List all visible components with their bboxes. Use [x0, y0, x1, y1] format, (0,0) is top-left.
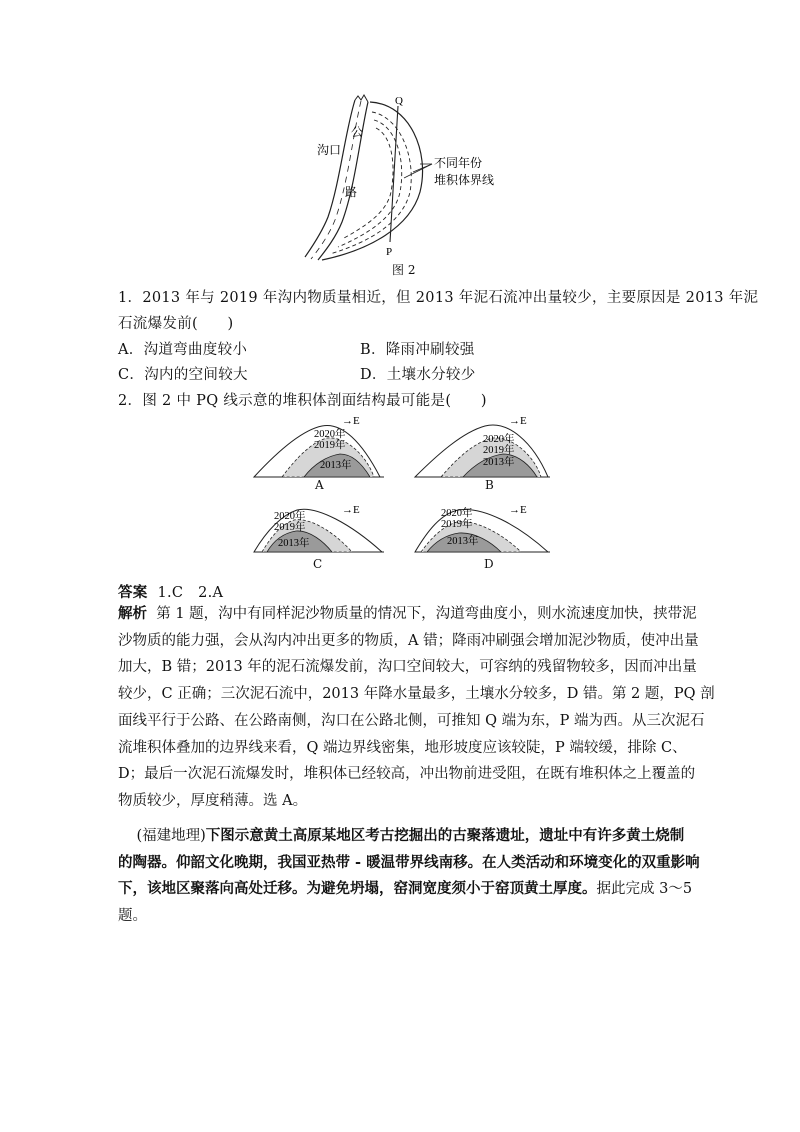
label-p: P [386, 246, 393, 258]
profile-a-letter: A [315, 478, 324, 492]
analysis-line: 流堆积体叠加的边界线来看，Q 端边界线密集，地形坡度应该较陡，P 端较缓，排除 C、 [118, 739, 687, 756]
analysis-line: 解析 第 1 题，沟中有同样泥沙物质量的情况下，沟道弯曲度小，则水流速度加快，挟带泥 [118, 605, 697, 622]
deposit-boundary-2020 [330, 112, 411, 254]
profile-c-year-2019: 2019年 [274, 522, 306, 533]
road-edge-left [305, 100, 358, 257]
label-road-2: 路 [345, 185, 358, 199]
q2-stem: 2．图 2 中 PQ 线示意的堆积体剖面结构最可能是( ) [118, 393, 487, 409]
profile-a-year-2019: 2019年 [314, 440, 346, 451]
label-boundary-2: 堆积体界线 [434, 173, 495, 187]
profile-d-arrow: →E [509, 504, 527, 516]
boundary-pointer-3 [404, 164, 432, 178]
label-road-1: 公 [351, 125, 364, 139]
profile-d-year-2013: 2013年 [447, 536, 479, 547]
analysis-label: 解析 [118, 605, 147, 622]
figure-2-debris-flow-map [300, 92, 520, 264]
label-q: Q [395, 95, 403, 107]
profile-d-year-2019: 2019年 [441, 519, 473, 530]
profile-d-year-2020: 2020年 [441, 508, 473, 519]
pq-line [390, 106, 398, 242]
profile-b-letter: B [485, 478, 494, 492]
profile-d [413, 500, 553, 558]
analysis-line: 加大，B 错；2013 年的泥石流爆发前，沟口空间较大，可容纳的残留物较多，因而冲出量 [118, 659, 697, 676]
q1-stem-line2: 石流爆发前( ) [118, 316, 234, 332]
q1-stem-line1: 1．2013 年与 2019 年沟内物质量相近，但 2013 年泥石流冲出量较少，主要原因是 2013 年泥 [118, 290, 759, 306]
label-boundary-1: 不同年份 [434, 156, 483, 170]
analysis-line: 物质较少，厚度稍薄。选 A。 [118, 792, 308, 809]
analysis-line: 面线平行于公路、在公路南侧，沟口在公路北侧，可推知 Q 端为东，P 端为西。从三次泥石 [118, 712, 705, 729]
road-top-break [355, 95, 368, 102]
analysis-line: 较少，C 正确；三次泥石流中，2013 年降水量最多，土壤水分较多，D 错。第 2 题，PQ 剖 [118, 686, 715, 703]
deposit-boundary-2019 [338, 120, 402, 247]
answer-line [118, 581, 223, 602]
q1-option-c: C．沟内的空间较大 [118, 367, 248, 383]
next-intro-block [118, 823, 700, 930]
answer-text: 1.C 2.A [157, 585, 224, 601]
label-gully-mouth: 沟口 [317, 143, 342, 157]
figure-2-caption: 图 2 [392, 263, 416, 277]
profile-c-letter: C [313, 557, 323, 571]
q1-option-b: B．降雨冲刷较强 [360, 342, 475, 358]
analysis-line: D；最后一次泥石流爆发时，堆积体已经较高，冲出物前进受阻，在既有堆积体之上覆盖的 [118, 766, 696, 783]
profile-c [252, 500, 387, 558]
profile-b-year-2019: 2019年 [483, 445, 515, 456]
next-intro-line: 题。 [118, 908, 147, 925]
q1-option-d: D．土壤水分较少 [360, 367, 476, 383]
next-intro-line: 下，该地区聚落向高处迁移。为避免坍塌，窑洞宽度须小于窑顶黄土厚度。据此完成 3～5 [118, 880, 693, 898]
analysis-line: 沙物质的能力强，会从沟内冲出更多的物质，A 错；降雨冲刷强会增加泥沙物质，使冲出量 [118, 632, 699, 649]
next-intro-line: 的陶器。仰韶文化晚期，我国亚热带 - 暖温带界线南移。在人类活动和环境变化的双重影响 [118, 853, 700, 871]
analysis-block [118, 601, 715, 815]
profile-c-year-2020: 2020年 [274, 511, 306, 522]
profile-b-year-2020: 2020年 [483, 434, 515, 445]
profile-b [413, 412, 553, 490]
answer-label: 答案 [118, 584, 148, 601]
profile-b-year-2013: 2013年 [483, 457, 515, 468]
next-intro-line: (福建地理)下图示意黄土高原某地区考古挖掘出的古聚落遗址，遗址中有许多黄土烧制 [136, 827, 685, 844]
profile-c-arrow: →E [342, 504, 360, 516]
profile-a-arrow: →E [342, 415, 360, 427]
next-intro-source: (福建地理) [136, 828, 206, 844]
profile-d-letter: D [484, 557, 494, 571]
deposit-boundary-2013 [344, 128, 393, 238]
profile-b-arrow: →E [509, 415, 527, 427]
q1-option-a: A．沟道弯曲度较小 [118, 342, 248, 358]
profile-c-year-2013: 2013年 [278, 538, 310, 549]
profile-a-year-2020: 2020年 [314, 429, 346, 440]
profile-a-year-2013: 2013年 [320, 460, 352, 471]
